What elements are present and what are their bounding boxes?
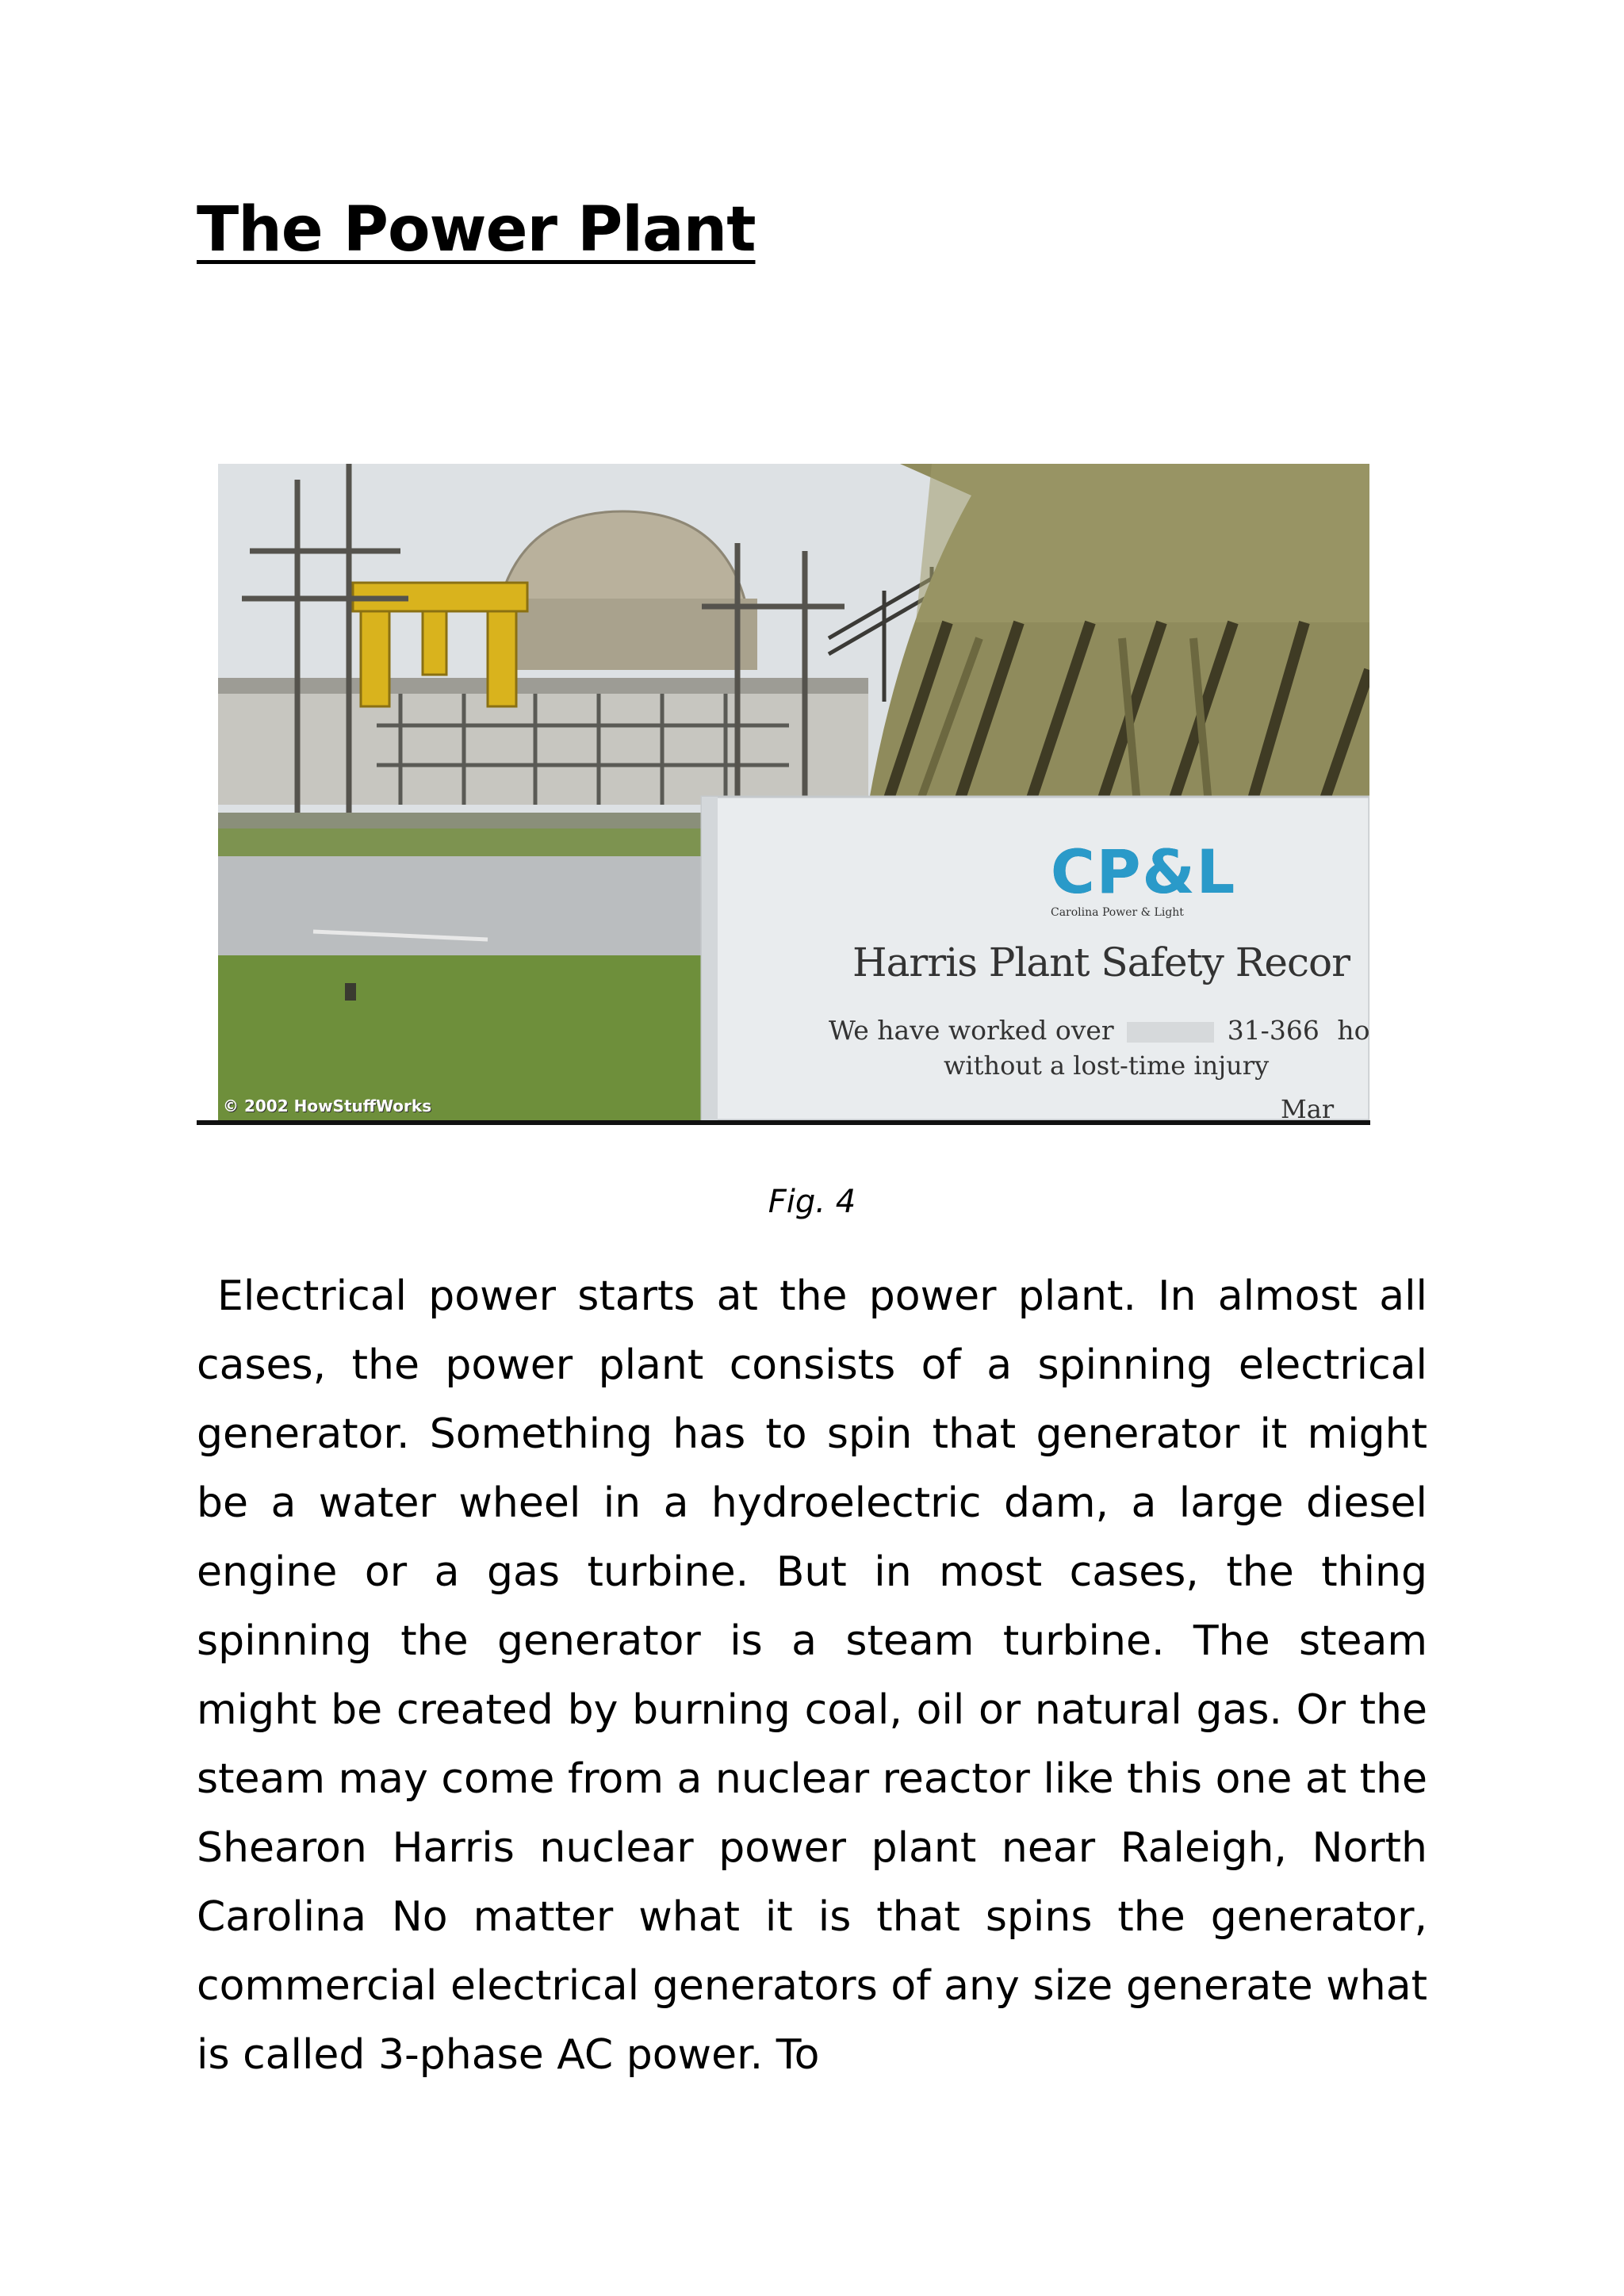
sign-line-1 — [829, 1015, 1369, 1046]
page-title: The Power Plant — [197, 194, 756, 266]
sign-line-1-prefix: We have worked over — [829, 1015, 1114, 1046]
sign-heading: Harris Plant Safety Recor — [852, 939, 1350, 985]
copyright-text: © 2002 HowStuffWorks — [223, 1096, 432, 1115]
sign-line-1-suffix: ho — [1337, 1015, 1369, 1046]
figure-caption: Fig. 4 — [768, 1184, 856, 1220]
sign-line-1-value: 31-366 — [1227, 1015, 1320, 1046]
sign-line-3-suffix: Mar — [1281, 1094, 1335, 1120]
body-paragraph: Electrical power starts at the power plant. In almost all cases, the power plant consists of a spinning electrical generator. Something has to spin that generator it might be a water wheel in a hydroelectric dam, a large diesel engine or a gas turbine. But in most cases, the thing spinning the generator is a steam turbine. The steam might be created by burning coal, oil or natural gas. Or the steam may come from a nuclear reactor like this one at the Shearon Harris nuclear power plant near Raleigh, North Carolina No matter what it is that spins the generator, commercial electrical generators of any size generate what is called 3-phase AC power. To — [197, 1272, 1427, 2079]
sign-line-2: without a lost-time injury — [944, 1050, 1270, 1081]
figure-bottom-rule — [197, 1120, 1370, 1125]
sign-subtitle: Carolina Power & Light — [1051, 906, 1184, 919]
sign-redacted-box — [1127, 1022, 1214, 1043]
sign-overlay — [218, 464, 1369, 1120]
sign-logo: CP&L — [1051, 836, 1237, 907]
